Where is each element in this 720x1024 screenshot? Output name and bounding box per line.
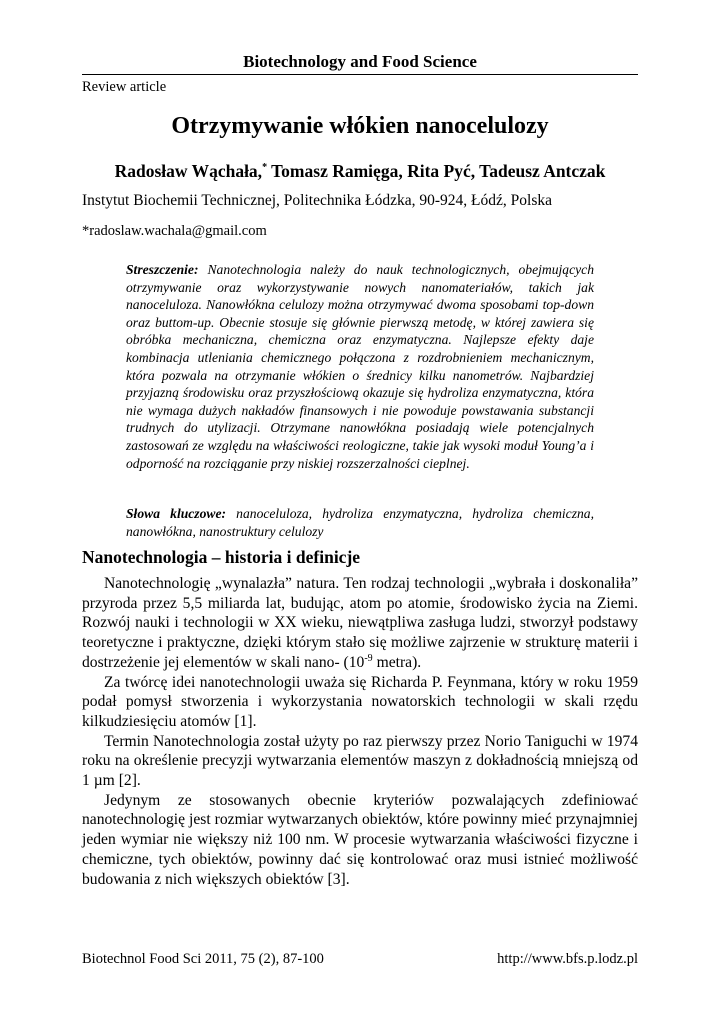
abstract-label: Streszczenie: [126, 262, 199, 277]
abstract-text: Nanotechnologia należy do nauk technologicznych, obejmujących otrzymywanie oraz wykorzystywanie nowych nanomateriałów, takich jak nanoceluloza. Nanowłókna celulozy można otrzymywać dwoma sposobami top-down oraz buttom-up. Obecnie stosuje się głównie pierwszą metodę, w której zawiera się obróbka mechaniczna, chemiczna oraz enzymatyczna. Najlepsze efekty daje kombinacja utleniania chemicznego połączona z rozdrobnieniem mechanicznym, która pozwala na otrzymanie włókien o średnicy kilku nanometrów. Najbardziej przyjazną środowisku oraz przyszłościową okazuje się hydroliza enzymatyczna, która nie wymaga dużych nakładów finansowych i nie powoduje powstawania substancji trudnych do utylizacji. Otrzymane nanowłókna posiadają wiele potencjalnych zastosowań ze względu na właściwości reologiczne, takie jak wysoki moduł Young’a i odporność na rozciąganie przy niskiej rozszerzalności cieplnej. [126, 262, 594, 471]
corresponding-marker: * [262, 162, 268, 174]
footer-url[interactable]: http://www.bfs.p.lodz.pl [497, 951, 638, 967]
paragraph-text: Nanotechnologię „wynalazła” natura. Ten rodzaj technologii „wybrała i doskonaliła” przyroda przez 5,5 miliarda lat, budując, atom po atomie, środowisko życia na Ziemi. Rozwój nauki i technologii w XX wieku, niewątpliwa zasługa ludzi, stworzył podstawy teoretyczne i praktyczne, dzięki którym stało się możliwe zajrzenie w strukturę materii i dostrzeżenie jej elementów w skali nano- (10 [82, 575, 638, 671]
article-type: Review article [82, 79, 167, 95]
author-first: Radosław Wąchała, [114, 161, 263, 181]
paragraph: Termin Nanotechnologia został użyty po raz pierwszy przez Norio Taniguchi w 1974 roku na określenie precyzji wytwarzania elementów maszyn z dokładnością mniejszą od 1 µm [2]. [82, 732, 638, 790]
journal-title: Biotechnology and Food Science [243, 52, 477, 71]
paragraph-text: metra). [372, 653, 422, 671]
footer-citation: Biotechnol Food Sci 2011, 75 (2), 87-100 [82, 951, 324, 967]
keywords-text: nanoceluloza, hydroliza enzymatyczna, hydroliza chemiczna, nanowłókna, nanostruktury celulozy [126, 506, 595, 539]
header-rule [82, 74, 638, 75]
affiliation: Instytut Biochemii Technicznej, Politechnika Łódzka, 90-924, Łódź, Polska [82, 192, 552, 209]
contact-email: *radoslaw.wachala@gmail.com [82, 223, 267, 239]
keywords-label: Słowa kluczowe: [126, 506, 227, 521]
paragraph: Za twórcę idei nanotechnologii uważa się Richarda P. Feynmana, który w roku 1959 podał pomysł stworzenia i wykorzystania nowatorskich technologii w skali rzędu kilkudziesięciu atomów [1]. [82, 673, 638, 730]
author-rest: Tomasz Ramięga, Rita Pyć, Tadeusz Antczak [267, 161, 606, 181]
article-title: Otrzymywanie włókien nanocelulozy [171, 113, 549, 139]
keywords [126, 505, 594, 540]
section-heading: Nanotechnologia – historia i definicje [82, 547, 361, 567]
paragraph [82, 574, 638, 673]
paragraph: Jedynym ze stosowanych obecnie kryteriów pozwalających zdefiniować nanotechnologię jest rozmiar wytwarzanych obiektów, które powinny mieć przynajmniej jeden wymiar nie większy niż 100 nm. W procesie wytwarzania właściwości fizyczne i chemiczne, tych obiektów, powinny dać się kontrolować oraz musi istnieć możliwość budowania z nich większych obiektów [3]. [82, 791, 638, 888]
authors [82, 161, 638, 182]
abstract [126, 261, 594, 472]
exponent: -9 [364, 652, 373, 664]
body-text [82, 574, 638, 889]
